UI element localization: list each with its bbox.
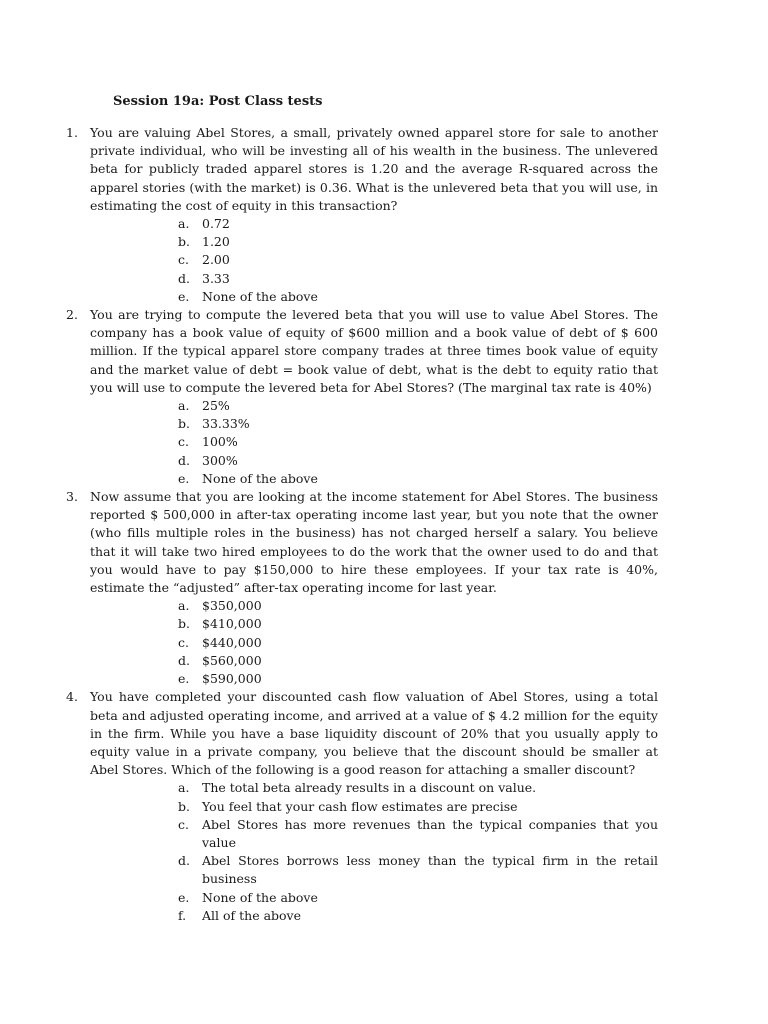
option-text: 100% [202,434,238,450]
option-text: 0.72 [202,216,230,232]
question-2 [66,306,658,488]
option-text: None of the above [202,288,318,304]
option-label: d. [178,652,190,668]
question-number: 3. [66,489,78,505]
option-text: None of the above [202,889,318,905]
option-label: a. [178,398,190,414]
option-label: e. [178,288,190,304]
option-text: Abel Stores borrows less money than the typical firm in the retail business [202,853,658,887]
question-text: You are trying to compute the levered beta that you will use to value Abel Stores. The company has a book value of equity of $600 million and a book value of debt of $ 600 million. If the typical apparel store company trades at three times book value of equity and the market value of debt = book value of debt, what is the debt to equity ratio that you will use to compute the levered beta for Abel Stores? (The marginal tax rate is 40%) [90,307,658,395]
option-label: f. [178,907,187,923]
answer-option [178,470,658,488]
answer-option [178,779,658,797]
answer-option [178,670,658,688]
answer-option [178,597,658,615]
answer-option [178,615,658,633]
option-label: b. [178,616,190,632]
option-text: All of the above [202,907,302,923]
option-text: 25% [202,398,230,414]
option-label: c. [178,434,189,450]
question-text: Now assume that you are looking at the income statement for Abel Stores. The business reported $ 500,000 in after-tax operating income last year, but you note that the owner (who fills multiple roles in the business) has not charged herself a salary. You believe that it will take two hired employees to do the work that the owner used to do and that you would have to pay $150,000 to hire these employees. If your tax rate is 40%, estimate the “adjusted” after-tax operating income for last year. [90,489,658,596]
question-text: You have completed your discounted cash flow valuation of Abel Stores, using a total beta and adjusted operating income, and arrived at a value of $ 4.2 million for the equity in the firm. While you have a base liquidity discount of 20% that you usually apply to equity value in a private company, you believe that the discount should be smaller at Abel Stores. Which of the following is a good reason for attaching a smaller discount? [90,689,658,778]
answer-option [178,215,658,233]
option-text: $590,000 [202,671,262,687]
option-label: e. [178,470,190,486]
answer-options [178,215,658,306]
answer-option [178,288,658,306]
answer-option [178,397,658,415]
option-text: 33.33% [202,416,250,432]
answer-option [178,816,658,852]
option-label: a. [178,598,190,614]
option-text: 300% [202,452,238,468]
option-text: $560,000 [202,652,262,668]
page-title: Session 19a: Post Class tests [113,94,323,109]
answer-option [178,452,658,470]
answer-option [178,415,658,433]
option-label: b. [178,416,190,432]
option-label: c. [178,634,189,650]
option-label: c. [178,252,189,268]
question-1 [66,124,658,306]
answer-option [178,233,658,251]
answer-option [178,652,658,670]
answer-option [178,251,658,269]
question-list [66,124,658,925]
question-number: 4. [66,689,78,705]
option-text: You feel that your cash flow estimates are precise [202,798,518,814]
option-label: a. [178,780,190,796]
option-label: b. [178,234,190,250]
option-text: $440,000 [202,634,262,650]
question-3 [66,488,658,688]
answer-options [178,397,658,488]
option-text: Abel Stores has more revenues than the typical companies that you value [202,816,658,850]
answer-option [178,270,658,288]
option-label: d. [178,853,190,869]
answer-option [178,889,658,907]
option-text: 1.20 [202,234,230,250]
option-label: a. [178,216,190,232]
option-label: b. [178,798,190,814]
answer-option [178,634,658,652]
option-label: e. [178,671,190,687]
option-label: c. [178,816,189,832]
answer-options [178,597,658,688]
answer-option [178,852,658,888]
option-text: The total beta already results in a discount on value. [202,780,537,796]
answer-option [178,433,658,451]
answer-option [178,907,658,925]
question-text: You are valuing Abel Stores, a small, privately owned apparel store for sale to another private individual, who will be investing all of his wealth in the business. The unlevered beta for publicly traded apparel stores is 1.20 and the average R-squared across the apparel stories (with the market) is 0.36. What is the unlevered beta that you will use, in estimating the cost of equity in this transaction? [90,125,658,213]
question-number: 1. [66,125,78,140]
option-text: None of the above [202,470,318,486]
option-label: e. [178,889,190,905]
option-label: d. [178,452,190,468]
option-text: 2.00 [202,252,230,268]
question-4 [66,688,658,925]
option-label: d. [178,270,190,286]
question-number: 2. [66,307,78,323]
answer-options [178,779,658,925]
answer-option [178,798,658,816]
option-text: $350,000 [202,598,262,614]
option-text: 3.33 [202,270,230,286]
option-text: $410,000 [202,616,262,632]
